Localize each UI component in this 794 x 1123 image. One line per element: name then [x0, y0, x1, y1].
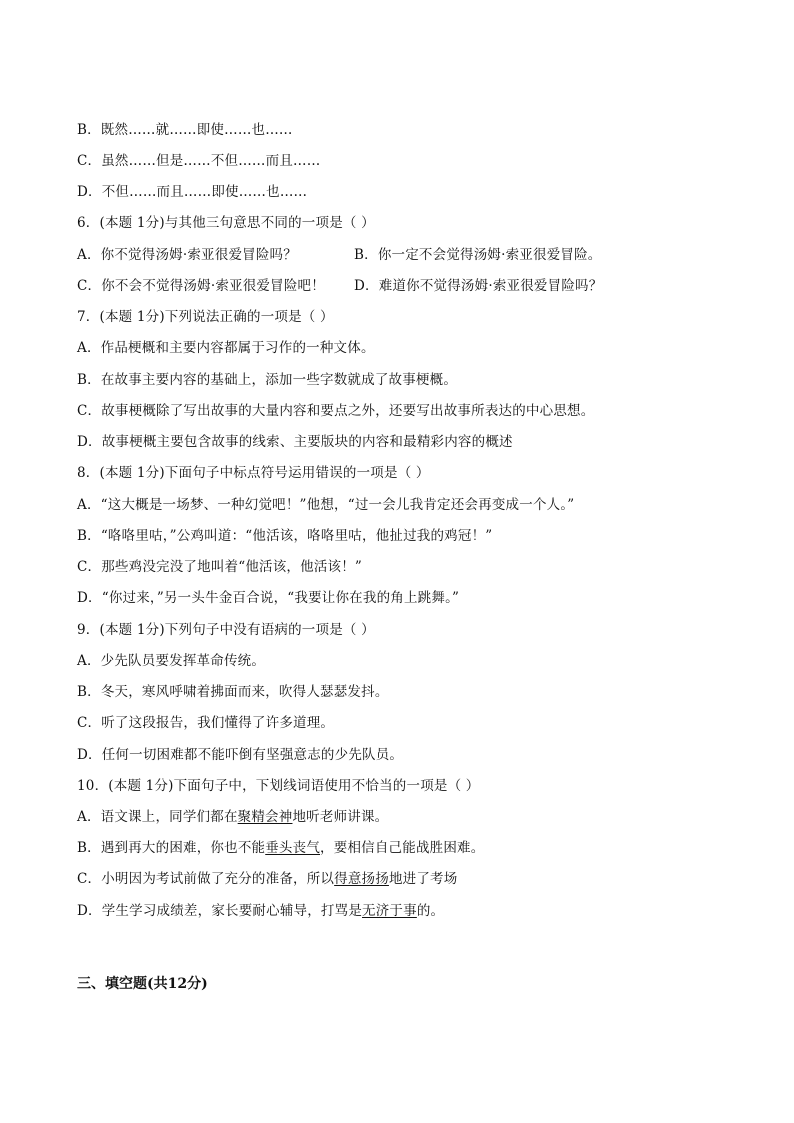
- q10-stem: 10．(本题 1分)下面句子中，下划线词语使用不恰当的一项是（ ）: [77, 778, 480, 794]
- q10-a-underlined: 聚精会神: [237, 809, 293, 825]
- q6-option-c: C．你不会不觉得汤姆·索亚很爱冒险吧！: [77, 278, 325, 294]
- q5-option-b: B．既然……就……即使……也……: [77, 122, 293, 138]
- q10-d-text: D．学生学习成绩差，家长要耐心辅导，打骂是: [77, 903, 363, 919]
- q8-stem: 8．(本题 1分)下面句子中标点符号运用错误的一项是（ ）: [77, 465, 430, 481]
- q6-option-b: B．你一定不会觉得汤姆·索亚很爱冒险。: [354, 247, 602, 263]
- q7-option-d: D．故事梗概主要包含故事的线索、主要版块的内容和最精彩内容的概述: [77, 434, 513, 450]
- q10-a-text-end: 地听老师讲课。: [292, 809, 389, 825]
- q9-option-b: B．冬天，寒风呼啸着拂面而来，吹得人瑟瑟发抖。: [77, 684, 389, 700]
- q9-option-a: A．少先队员要发挥革命传统。: [77, 653, 266, 669]
- q10-option-c: [77, 870, 457, 888]
- q10-option-a: [77, 808, 388, 826]
- q8-option-a: A．“这大概是一场梦、一种幻觉吧！”他想，“过一会儿我肯定还会再变成一个人。”: [77, 497, 575, 513]
- q10-option-d: [77, 902, 444, 920]
- q6-option-a: A．你不觉得汤姆·索亚很爱冒险吗？: [77, 247, 297, 263]
- q10-c-underlined: 得意扬扬: [334, 871, 389, 887]
- q10-c-text-end: 地进了考场: [388, 871, 458, 887]
- q10-c-text: C．小明因为考试前做了充分的准备，所以: [77, 871, 335, 887]
- q7-stem: 7．(本题 1分)下列说法正确的一项是（ ）: [77, 309, 334, 325]
- q8-option-b: B．“咯咯里咕，”公鸡叫道：“他活该，咯咯里咕，他扯过我的鸡冠！”: [77, 528, 493, 544]
- q10-a-text: A．语文课上，同学们都在: [77, 809, 238, 825]
- q5-option-c: C．虽然……但是……不但……而且……: [77, 153, 321, 169]
- q10-d-text-end: 的。: [416, 903, 445, 919]
- section-heading-fill-in: 三、填空题(共12分): [77, 976, 208, 992]
- q8-option-c: C．那些鸡没完没了地叫着“他活该，他活该！”: [77, 559, 363, 575]
- q10-b-underlined: 垂头丧气: [265, 840, 321, 856]
- q8-option-d: D．“你过来，”另一头牛金百合说，“我要让你在我的角上跳舞。”: [77, 590, 460, 606]
- q9-option-d: D．任何一切困难都不能吓倒有坚强意志的少先队员。: [77, 747, 404, 763]
- q10-d-underlined: 无济于事: [362, 903, 417, 919]
- q7-option-a: A．作品梗概和主要内容都属于习作的一种文体。: [77, 340, 375, 356]
- q9-stem: 9．(本题 1分)下列句子中没有语病的一项是（ ）: [77, 622, 375, 638]
- q7-option-b: B．在故事主要内容的基础上，添加一些字数就成了故事梗概。: [77, 372, 458, 388]
- q6-option-d: D．难道你不觉得汤姆·索亚很爱冒险吗？: [354, 278, 603, 294]
- q5-option-d: D．不但……而且……即使……也……: [77, 184, 308, 200]
- q10-b-text: B．遇到再大的困难，你也不能: [77, 840, 266, 856]
- q9-option-c: C．听了这段报告，我们懂得了许多道理。: [77, 715, 335, 731]
- q6-stem: 6．(本题 1分)与其他三句意思不同的一项是（ ）: [77, 215, 375, 231]
- q10-option-b: [77, 839, 484, 857]
- q7-option-c: C．故事梗概除了写出故事的大量内容和要点之外，还要写出故事所表达的中心思想。: [77, 403, 595, 419]
- q10-b-text-end: ，要相信自己能战胜困难。: [320, 840, 485, 856]
